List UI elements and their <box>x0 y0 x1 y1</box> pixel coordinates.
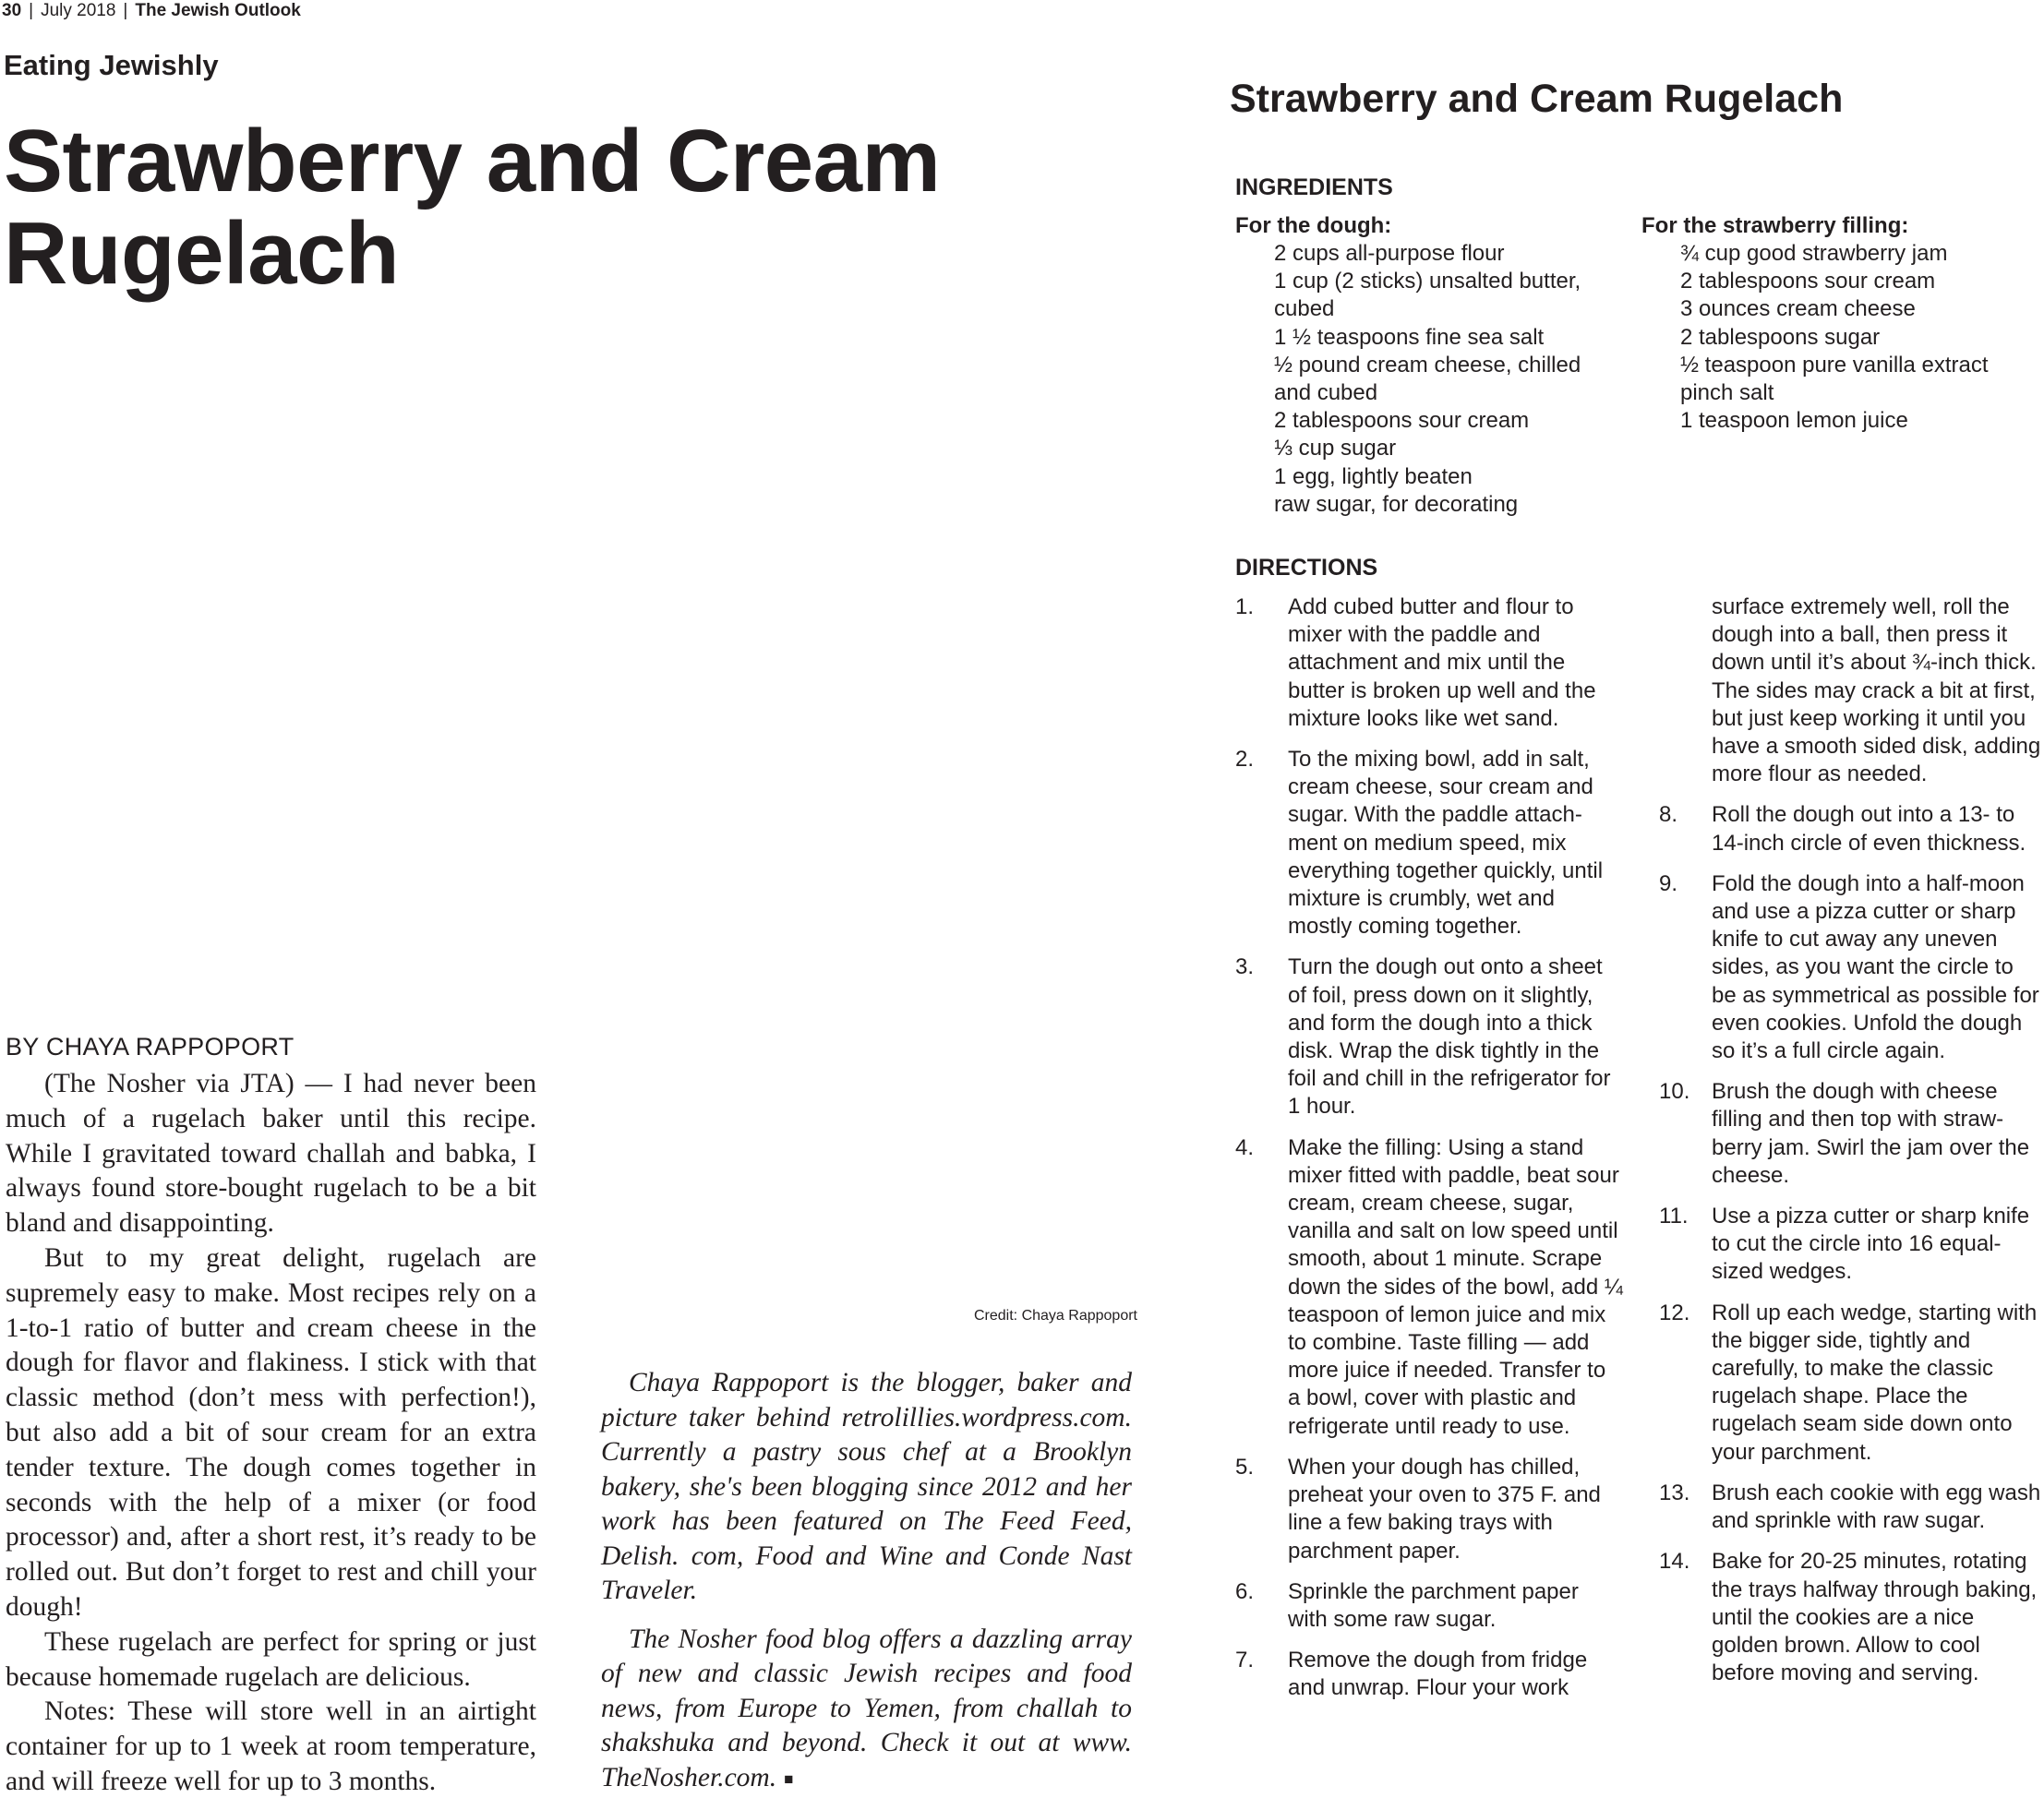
body-paragraph: These rugelach are perfect for spring or just because homemade rugelach are delicious. <box>6 1626 536 1692</box>
directions-list <box>1235 593 1623 1703</box>
direction-step <box>1235 1454 1623 1565</box>
recipe-title: Strawberry and Cream Rugelach <box>1230 77 1844 121</box>
step-text: Make the filling: Using a stand mixer fitted with paddle, beat sour cream, cream cheese, sugar, vanilla and salt on low speed until smooth, about 1 minute. Scrape down the sides of the bowl, add ¼ teaspoon of lemon juice and mix to combine. Taste filling — add more juice if needed. Transfer to a bowl, cover with plastic and refrigerate until ready to use. <box>1288 1134 1623 1439</box>
step-text: Add cubed butter and flour to mixer with the paddle and attachment and mix until the butter is broken up well and the mixture looks like wet sand. <box>1288 594 1596 731</box>
direction-step <box>1235 1134 1623 1441</box>
bio-paragraph <box>601 1623 1132 1797</box>
body-paragraph: But to my great delight, rugelach are supremely easy to make. Most recipes rely on a 1-to-1 ratio of butter and cream cheese in the dough for flavor and flakiness. I stick with that classic method (don’t mess with perfection!), but also add a bit of sour cream for an extra tender texture. The dough comes together in seconds with the help of a mixer (or food processor) and, after a short rest, it’s ready to be rolled out. But don’t forget to rest and chill your dough! <box>6 1242 536 1622</box>
page-number: 30 <box>2 1 22 20</box>
direction-step <box>1659 1300 2044 1467</box>
header-separator: | <box>29 1 34 20</box>
dough-list <box>1235 240 1605 519</box>
directions-heading: DIRECTIONS <box>1235 555 1378 581</box>
directions-column-right <box>1659 593 2044 1700</box>
direction-step <box>1659 870 2044 1065</box>
step-text: To the mixing bowl, add in salt, cream cheese, sour cream and sugar. With the paddle attach-ment on medium speed, mix everything together quickly, until mixture is crumbly, wet and mostly coming together. <box>1288 747 1604 940</box>
publication-name: The Jewish Outlook <box>135 1 301 20</box>
directions-list <box>1659 801 2044 1687</box>
ingredient-item: 1 ½ teaspoons fine sea salt <box>1274 324 1545 350</box>
step-number: 9. <box>1659 870 1678 896</box>
author-bio <box>601 1366 1132 1810</box>
filling-ingredients <box>1641 212 2044 435</box>
end-mark-icon: ■ <box>784 1769 794 1788</box>
step-text: Sprinkle the parchment paper with some raw sugar. <box>1288 1578 1579 1632</box>
direction-step <box>1235 953 1623 1121</box>
step-number: 14. <box>1659 1549 1690 1575</box>
direction-step <box>1659 1078 2044 1190</box>
step-number: 13. <box>1659 1480 1690 1505</box>
headline-line-2: Rugelach <box>4 204 400 303</box>
ingredients-heading: INGREDIENTS <box>1235 174 1393 200</box>
filling-list <box>1641 240 2044 435</box>
step-number: 12. <box>1659 1300 1690 1325</box>
body-paragraph: (The Nosher via JTA) — I had never been much of a rugelach baker until this recipe. While I gravitated toward challah and babka, I always found store-bought rugelach to be a bit bland and disappointing. <box>6 1069 536 1239</box>
ingredient-item: ½ teaspoon pure vanilla extract <box>1680 352 1989 378</box>
article-body <box>6 1067 536 1800</box>
direction-step <box>1235 1578 1623 1634</box>
direction-step <box>1235 593 1623 733</box>
ingredient-item: 3 ounces cream cheese <box>1680 296 1916 322</box>
ingredient-item: ⅓ cup sugar <box>1274 436 1397 461</box>
ingredient-item: 2 tablespoons sour cream <box>1274 408 1530 434</box>
step-text: Bake for 20-25 minutes, rotating the trays halfway through baking, until the cookies are a nice golden brown. Allow to cool before moving and serving. <box>1712 1549 2038 1686</box>
step-text: Roll the dough out into a 13- to 14-inch circle of even thickness. <box>1712 802 2026 856</box>
photo-credit: Credit: Chaya Rappoport <box>974 1308 1137 1324</box>
step-number: 2. <box>1235 747 1255 773</box>
ingredient-item: 2 cups all-purpose flour <box>1274 241 1505 266</box>
dough-ingredients <box>1235 212 1605 519</box>
direction-step <box>1659 1203 2044 1287</box>
step-text: Fold the dough into a half-moon and use a pizza cutter or sharp knife to cut away any uneven sides, as you want the circle to be as symmetrical as possible for even cookies. Unfold the dough so it’s a full circle again. <box>1712 870 2039 1064</box>
dough-heading: For the dough: <box>1235 213 1392 238</box>
step-number: 8. <box>1659 802 1678 828</box>
directions-column-left <box>1235 593 1623 1716</box>
step-text: Use a pizza cutter or sharp knife to cut the circle into 16 equal-sized wedges. <box>1712 1204 2030 1285</box>
running-header <box>2 0 301 22</box>
step-text: When your dough has chilled, preheat your oven to 375 F. and line a few baking trays with parchment paper. <box>1288 1454 1601 1564</box>
ingredient-item: ¾ cup good strawberry jam <box>1680 241 1948 266</box>
ingredient-item: ½ pound cream cheese, chilled and cubed <box>1274 352 1581 406</box>
direction-step <box>1235 1647 1623 1702</box>
ingredient-item: 2 tablespoons sugar <box>1680 324 1881 350</box>
step-text: Remove the dough from fridge and unwrap. Flour your work <box>1288 1648 1588 1701</box>
ingredient-item: pinch salt <box>1680 380 1774 406</box>
bio-text: The Nosher food blog offers a dazzling array of new and classic Jewish recipes and food news, from Europe to Yemen, from challah to shakshuka and beyond. Check it out at www. TheNosher.com. <box>601 1624 1132 1792</box>
step-number: 6. <box>1235 1578 1255 1604</box>
body-paragraph: Notes: These will store well in an airtight container for up to 1 week at room temperature, and will freeze well for up to 3 months. <box>6 1696 536 1796</box>
ingredient-item: 1 teaspoon lemon juice <box>1680 408 1908 434</box>
byline: BY CHAYA RAPPOPORT <box>6 1033 295 1061</box>
step-number: 5. <box>1235 1454 1255 1480</box>
headline-line-1: Strawberry and Cream <box>4 112 941 210</box>
bio-paragraph: Chaya Rappoport is the blogger, baker and picture taker behind retrolillies.wordpress.com. Currently a pastry sous chef at a Brooklyn bakery, she's been blogging since 2012 and her work has been featured on The Feed Feed, Delish. com, Food and Wine and Conde Nast Traveler. <box>601 1368 1132 1605</box>
direction-step <box>1235 746 1623 941</box>
step-number: 3. <box>1235 954 1255 980</box>
ingredient-item: 1 cup (2 sticks) unsalted butter, cubed <box>1274 269 1581 322</box>
ingredient-item: 1 egg, lightly beaten <box>1274 463 1473 489</box>
step-text: Brush the dough with cheese filling and then top with straw-berry jam. Swirl the jam over the cheese. <box>1712 1079 2030 1188</box>
direction-step <box>1659 1548 2044 1687</box>
issue-date: July 2018 <box>41 1 116 20</box>
step-text: Brush each cookie with egg wash and sprinkle with raw sugar. <box>1712 1480 2041 1534</box>
step-number: 4. <box>1235 1134 1255 1160</box>
ingredient-item: raw sugar, for decorating <box>1274 491 1519 517</box>
filling-heading: For the strawberry filling: <box>1641 213 1909 238</box>
step-number: 7. <box>1235 1648 1255 1673</box>
direction-step <box>1659 1480 2044 1535</box>
step-text: Roll up each wedge, starting with the bigger side, tightly and carefully, to make the classic rugelach shape. Place the rugelach seam side down onto your parchment. <box>1712 1300 2038 1465</box>
step-text: Turn the dough out onto a sheet of foil, press down on it slightly, and form the dough into a thick disk. Wrap the disk tightly in the foil and chill in the refrigerator for 1 hour. <box>1288 954 1611 1120</box>
ingredient-item: 2 tablespoons sour cream <box>1680 269 1936 294</box>
direction-step <box>1659 801 2044 857</box>
step-number: 10. <box>1659 1079 1690 1105</box>
direction-step-continued: surface extremely well, roll the dough into a ball, then press it down until it’s about ¾-inch thick. The sides may crack a bit at first, but just keep working it until you have a smooth sided disk, adding more flour as needed. <box>1712 594 2041 787</box>
article-headline <box>4 112 1112 303</box>
section-label: Eating Jewishly <box>4 49 219 81</box>
header-separator: | <box>123 1 128 20</box>
step-number: 1. <box>1235 594 1255 619</box>
step-number: 11. <box>1659 1204 1689 1229</box>
